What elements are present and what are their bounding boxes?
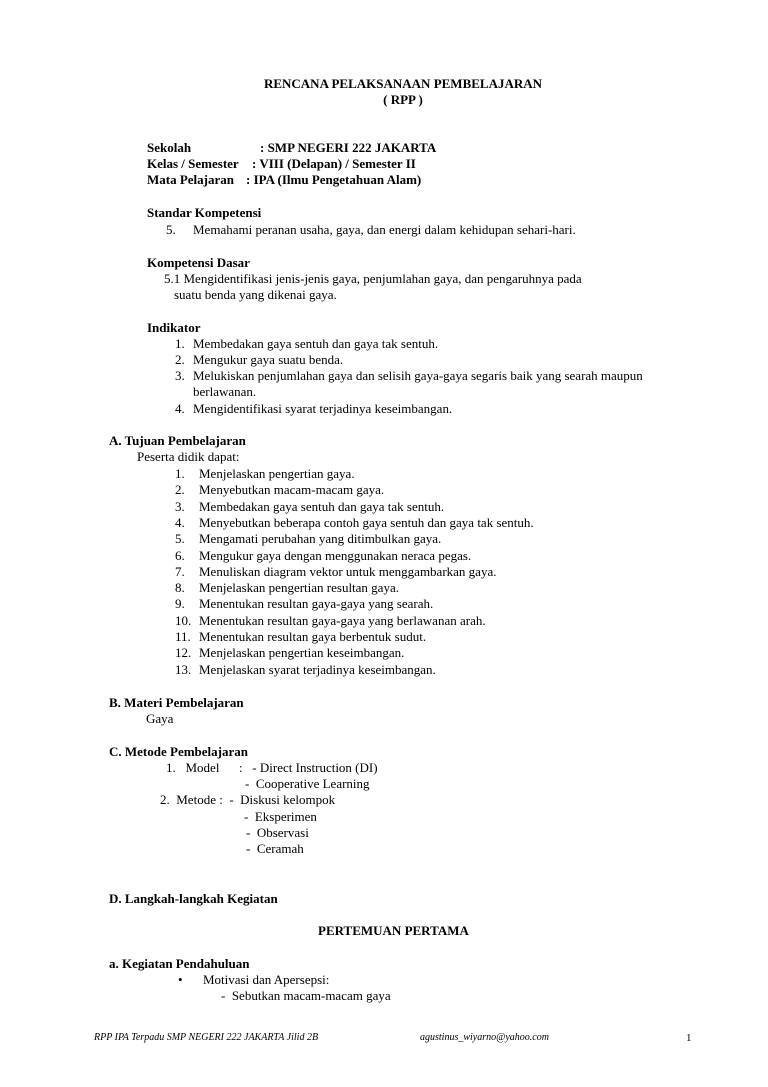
pendahuluan-heading: a. Kegiatan Pendahuluan [109, 956, 250, 971]
standar-text: Memahami peranan usaha, gaya, dan energi dalam kehidupan sehari-hari. [193, 222, 576, 237]
indikator-text: Mengukur gaya suatu benda. [193, 352, 344, 367]
metode-model-line: 1. Model : - Direct Instruction (DI) [166, 760, 378, 775]
tujuan-num: 10. [175, 613, 192, 628]
indikator-heading: Indikator [147, 320, 201, 335]
tujuan-text: Menentukan resultan gaya-gaya yang berlawanan arah. [199, 613, 486, 628]
kompetensi-line2: suatu benda yang dikenai gaya. [174, 287, 337, 302]
footer-left: RPP IPA Terpadu SMP NEGERI 222 JAKARTA Jilid 2B [94, 1032, 319, 1043]
tujuan-text: Mengukur gaya dengan menggunakan neraca pegas. [199, 548, 472, 563]
motivasi-sub: - Sebutkan macam-macam gaya [221, 988, 391, 1003]
tujuan-text: Membedakan gaya sentuh dan gaya tak sentuh. [199, 499, 445, 514]
tujuan-text: Menjelaskan pengertian keseimbangan. [199, 645, 405, 660]
indikator-num: 1. [175, 336, 185, 351]
tujuan-num: 13. [175, 662, 192, 677]
tujuan-text: Menjelaskan pengertian gaya. [199, 466, 355, 481]
indikator-num: 4. [175, 401, 185, 416]
tujuan-text: Menuliskan diagram vektor untuk menggambarkan gaya. [199, 564, 497, 579]
standar-heading: Standar Kompetensi [147, 205, 262, 220]
sekolah-label: Sekolah [147, 140, 192, 155]
tujuan-text: Menjelaskan syarat terjadinya keseimbangan. [199, 662, 436, 677]
doc-title: RENCANA PELAKSANAAN PEMBELAJARAN [263, 76, 543, 91]
doc-subtitle: ( RPP ) [383, 92, 423, 107]
tujuan-num: 6. [175, 548, 185, 563]
motivasi-text: Motivasi dan Apersepsi: [203, 972, 330, 987]
materi-text: Gaya [146, 711, 174, 726]
kelas-label: Kelas / Semester [147, 156, 239, 171]
kompetensi-heading: Kompetensi Dasar [147, 255, 250, 270]
metode-item: - Eksperimen [244, 809, 317, 824]
tujuan-num: 7. [175, 564, 185, 579]
tujuan-heading: A. Tujuan Pembelajaran [109, 433, 246, 448]
metode-item: - Observasi [246, 825, 309, 840]
mapel-value: : IPA (Ilmu Pengetahuan Alam) [246, 172, 422, 187]
indikator-num: 3. [175, 368, 185, 383]
bullet-icon: • [178, 972, 183, 987]
pertemuan-heading: PERTEMUAN PERTAMA [318, 923, 469, 938]
tujuan-text: Menjelaskan pengertian resultan gaya. [199, 580, 399, 595]
tujuan-num: 9. [175, 596, 185, 611]
metode-metode-line: 2. Metode : - Diskusi kelompok [160, 792, 336, 807]
tujuan-num: 12. [175, 645, 192, 660]
indikator-text: Melukiskan penjumlahan gaya dan selisih gaya-gaya segaris baik yang searah maupun [193, 368, 643, 383]
mapel-label: Mata Pelajaran [147, 172, 235, 187]
indikator-text: Mengidentifikasi syarat terjadinya keseimbangan. [193, 401, 453, 416]
tujuan-text: Menentukan resultan gaya-gaya yang searah. [199, 596, 434, 611]
sekolah-value: : SMP NEGERI 222 JAKARTA [260, 140, 437, 155]
standar-num: 5. [166, 222, 176, 237]
indikator-text: Membedakan gaya sentuh dan gaya tak sentuh. [193, 336, 439, 351]
kelas-value: : VIII (Delapan) / Semester II [252, 156, 416, 171]
materi-heading: B. Materi Pembelajaran [109, 695, 244, 710]
metode-heading: C. Metode Pembelajaran [109, 744, 248, 759]
tujuan-text: Menentukan resultan gaya berbentuk sudut. [199, 629, 427, 644]
tujuan-text: Menyebutkan macam-macam gaya. [199, 482, 385, 497]
metode-model-line2: - Cooperative Learning [245, 776, 370, 791]
indikator-text: berlawanan. [193, 384, 257, 399]
tujuan-num: 5. [175, 531, 185, 546]
tujuan-num: 8. [175, 580, 185, 595]
metode-item: - Ceramah [246, 841, 304, 856]
kompetensi-line1: 5.1 Mengidentifikasi jenis-jenis gaya, penjumlahan gaya, dan pengaruhnya pada [164, 271, 582, 286]
tujuan-num: 4. [175, 515, 185, 530]
page-number: 1 [686, 1032, 692, 1044]
tujuan-num: 3. [175, 499, 185, 514]
tujuan-num: 1. [175, 466, 185, 481]
indikator-num: 2. [175, 352, 185, 367]
tujuan-intro: Peserta didik dapat: [137, 449, 240, 464]
tujuan-num: 11. [175, 629, 191, 644]
tujuan-text: Menyebutkan beberapa contoh gaya sentuh dan gaya tak sentuh. [199, 515, 534, 530]
tujuan-num: 2. [175, 482, 185, 497]
langkah-heading: D. Langkah-langkah Kegiatan [109, 891, 278, 906]
footer-email: agustinus_wiyarno@yahoo.com [420, 1032, 549, 1043]
tujuan-text: Mengamati perubahan yang ditimbulkan gaya. [199, 531, 442, 546]
